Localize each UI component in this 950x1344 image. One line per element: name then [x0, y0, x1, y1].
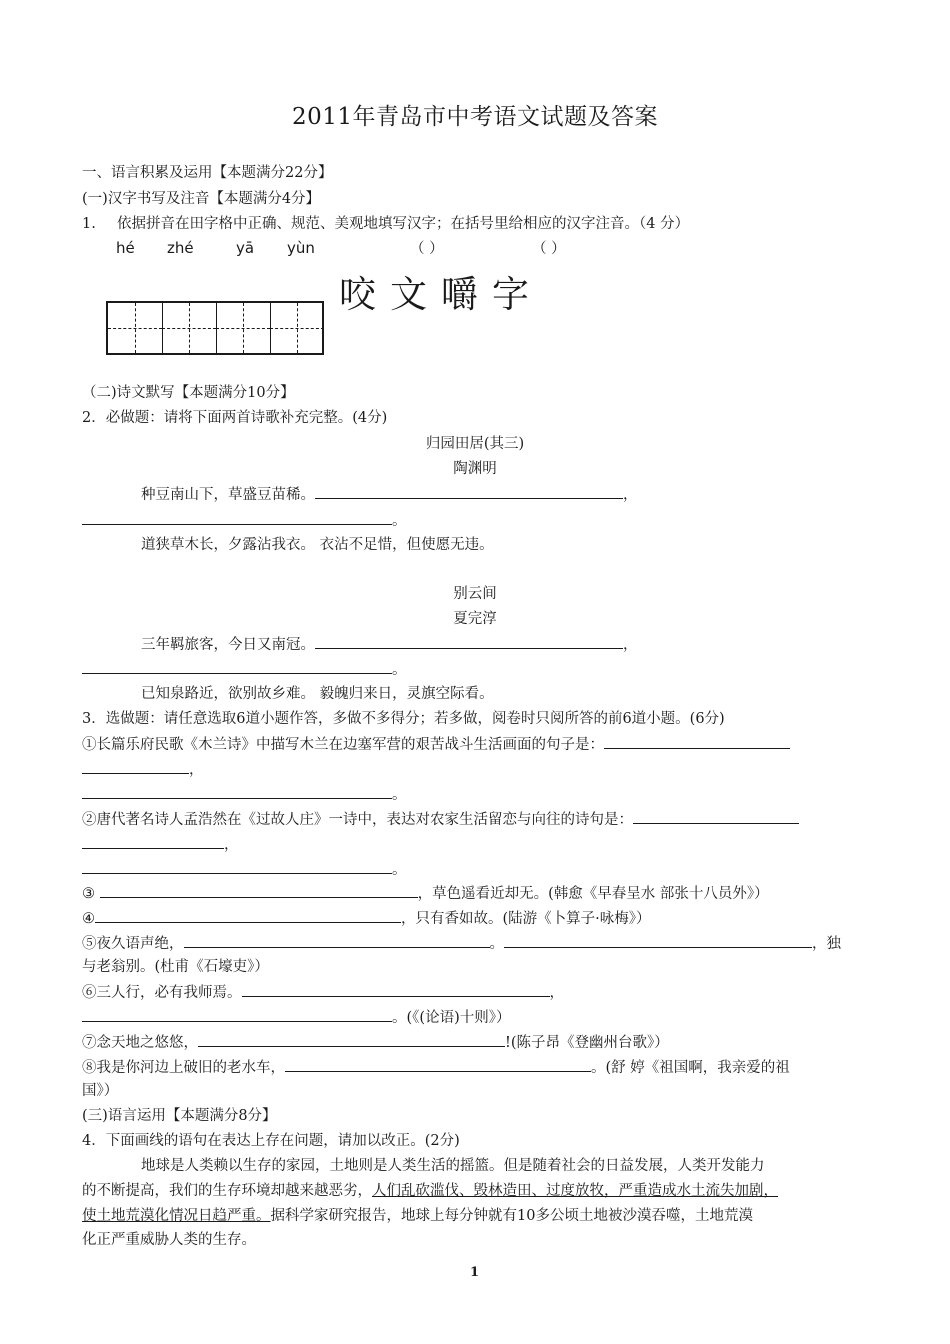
punct: ，	[189, 762, 204, 778]
answer-blank[interactable]	[633, 809, 799, 824]
answer-blank[interactable]	[95, 908, 401, 923]
poem-1-line-1	[141, 484, 638, 505]
poem-2-line-2	[82, 659, 407, 680]
q3-item-6	[82, 982, 564, 1003]
q3-item-5-tail: ，独	[812, 936, 841, 952]
poem-1-line-1-text: 种豆南山下，草盛豆苗稀。	[141, 487, 315, 503]
q3-item-5-cont: 与老翁别。(杜甫《石壕吏》）	[82, 959, 269, 975]
poem-2-title: 别云间	[453, 586, 497, 602]
poem-1-author: 陶渊明	[453, 461, 497, 477]
page-number: 1	[470, 1265, 480, 1280]
answer-blank[interactable]	[242, 982, 550, 997]
q3-item-6-cont	[82, 1007, 510, 1028]
answer-blank[interactable]	[315, 484, 623, 499]
q4-paragraph-line-3	[82, 1206, 753, 1226]
q3-item-2-cont	[82, 834, 239, 855]
q3-item-7	[82, 1032, 669, 1053]
punct: ，	[224, 837, 239, 853]
q3-item-1-cont2	[82, 784, 407, 805]
question-3-heading: 3．选做题：请任意选取6道小题作答，多做不多得分；若多做，阅卷时只阅所答的前6道小题。(6分)	[82, 711, 725, 727]
answer-blank[interactable]	[82, 1007, 392, 1022]
question-1-text: 依据拼音在田字格中正确、规范、美观地填写汉字；在括号里给相应的汉字注音。（4 分）	[117, 216, 690, 232]
grid-cell[interactable]	[162, 303, 217, 353]
grid-cell[interactable]	[108, 303, 163, 353]
poem-2-line-1	[141, 634, 638, 655]
punct: ，	[549, 985, 564, 1001]
q3-item-4	[82, 908, 651, 929]
pinyin-zhe: zhé	[167, 239, 194, 257]
question-2-heading: 2．必做题：请将下面两首诗歌补充完整。(4分)	[82, 410, 388, 426]
answer-blank[interactable]	[100, 883, 418, 898]
q3-item-7-source: !(陈子昂《登幽州台歌》）	[505, 1035, 669, 1051]
q3-item-1-cont	[82, 759, 204, 780]
grid-cell[interactable]	[216, 303, 271, 353]
punct: 。	[392, 513, 407, 529]
q3-item-3	[82, 883, 769, 904]
subsection-heading-1: (一)汉字书写及注音【本题满分4分】	[82, 191, 321, 207]
punct: ，	[623, 637, 638, 653]
poem-1-line-3: 道狭草木长，夕露沾我衣。 衣沾不足惜，但使愿无违。	[141, 537, 494, 553]
q3-item-2-text: ②唐代著名诗人孟浩然在《过故人庄》一诗中，表达对农家生活留恋与向往的诗句是：	[82, 812, 633, 828]
tianzige-grid[interactable]	[106, 301, 324, 355]
q3-item-8-cont: 国》）	[82, 1083, 119, 1099]
q3-item-3-num: ③	[82, 886, 100, 902]
answer-blank[interactable]	[198, 1032, 505, 1047]
q3-item-6-source: 。(《(论语)十则》）	[392, 1010, 511, 1026]
poem-2-line-3: 已知泉路近，欲别故乡难。 毅魄归来日，灵旗空际看。	[141, 686, 494, 702]
answer-blank[interactable]	[604, 734, 790, 749]
q3-item-8	[82, 1057, 790, 1078]
q3-item-4-num: ④	[82, 911, 95, 927]
answer-blank[interactable]	[82, 784, 392, 799]
q4-paragraph-line-4: 化正严重威胁人类的生存。	[82, 1232, 256, 1248]
answer-blank[interactable]	[315, 634, 623, 649]
q3-item-8-text: ⑧我是你河边上破旧的老水车，	[82, 1060, 285, 1076]
q3-item-5-text: ⑤夜久语声绝，	[82, 936, 184, 952]
big-characters: 咬文嚼字	[339, 273, 543, 316]
q4-underlined-text: 人们乱砍滥伐、毁林造田、过度放牧，严重造成水土流失加剧，	[372, 1183, 778, 1199]
poem-1-title: 归园田居(其三)	[425, 436, 525, 452]
subsection-heading-2: （二)诗文默写【本题满分10分】	[82, 385, 295, 401]
poem-2-line-1-text: 三年羁旅客，今日又南冠。	[141, 637, 315, 653]
section-heading-1: 一、语言积累及运用【本题满分22分】	[82, 165, 333, 181]
q4-text: 的不断提高，我们的生存环境却越来越恶劣，	[82, 1183, 372, 1199]
answer-blank[interactable]	[82, 510, 392, 525]
q3-item-8-source: 。(舒 婷《祖国啊，我亲爱的祖	[591, 1060, 790, 1076]
question-4-heading: 4．下面画线的语句在表达上存在问题，请加以改正。(2分)	[82, 1133, 460, 1149]
q4-text: 据科学家研究报告，地球上每分钟就有10多公顷土地被沙漠吞噬，土地荒漠	[270, 1208, 753, 1224]
page-title: 2011年青岛市中考语文试题及答案	[291, 104, 659, 130]
answer-blank[interactable]	[184, 933, 490, 948]
q3-item-7-text: ⑦念天地之悠悠，	[82, 1035, 198, 1051]
pinyin-paren-2[interactable]: （ ）	[532, 241, 566, 257]
answer-blank[interactable]	[82, 659, 392, 674]
answer-blank[interactable]	[82, 759, 189, 774]
answer-blank[interactable]	[82, 834, 224, 849]
q3-item-1	[82, 734, 790, 755]
grid-cell[interactable]	[270, 303, 324, 353]
q3-item-2	[82, 809, 799, 830]
q3-item-3-text: ，草色遥看近却无。(韩愈《早春呈水 部张十八员外》）	[417, 886, 769, 902]
punct: 。	[392, 662, 407, 678]
q3-item-2-cont2	[82, 859, 407, 880]
pinyin-paren-1[interactable]: （ ）	[410, 241, 444, 257]
punct: 。	[489, 936, 504, 952]
q4-underlined-text: 使土地荒漠化情况日趋严重。	[82, 1208, 271, 1224]
q3-item-5	[82, 933, 841, 954]
poem-1-line-2	[82, 510, 407, 531]
q4-paragraph-line-1: 地球是人类赖以生存的家园，土地则是人类生活的摇篮。但是随着社会的日益发展，人类开发能力	[141, 1158, 765, 1174]
punct: ，	[623, 487, 638, 503]
question-1-number: 1.	[82, 216, 96, 232]
subsection-heading-3: (三)语言运用【本题满分8分】	[82, 1108, 277, 1124]
answer-blank[interactable]	[504, 933, 812, 948]
poem-2-author: 夏完淳	[453, 611, 497, 627]
punct: 。	[392, 787, 407, 803]
pinyin-he: hé	[116, 239, 135, 257]
q3-item-4-text: ，只有香如故。(陆游《卜算子·咏梅》）	[401, 911, 651, 927]
q4-paragraph-line-2	[82, 1181, 778, 1201]
q3-item-1-text: ①长篇乐府民歌《木兰诗》中描写木兰在边塞军营的艰苦战斗生活画面的句子是：	[82, 737, 604, 753]
pinyin-yun: yùn	[287, 239, 315, 257]
pinyin-ya: yā	[236, 239, 255, 257]
answer-blank[interactable]	[82, 859, 392, 874]
punct: 。	[392, 862, 407, 878]
q3-item-6-text: ⑥三人行，必有我师焉。	[82, 985, 242, 1001]
answer-blank[interactable]	[285, 1057, 591, 1072]
